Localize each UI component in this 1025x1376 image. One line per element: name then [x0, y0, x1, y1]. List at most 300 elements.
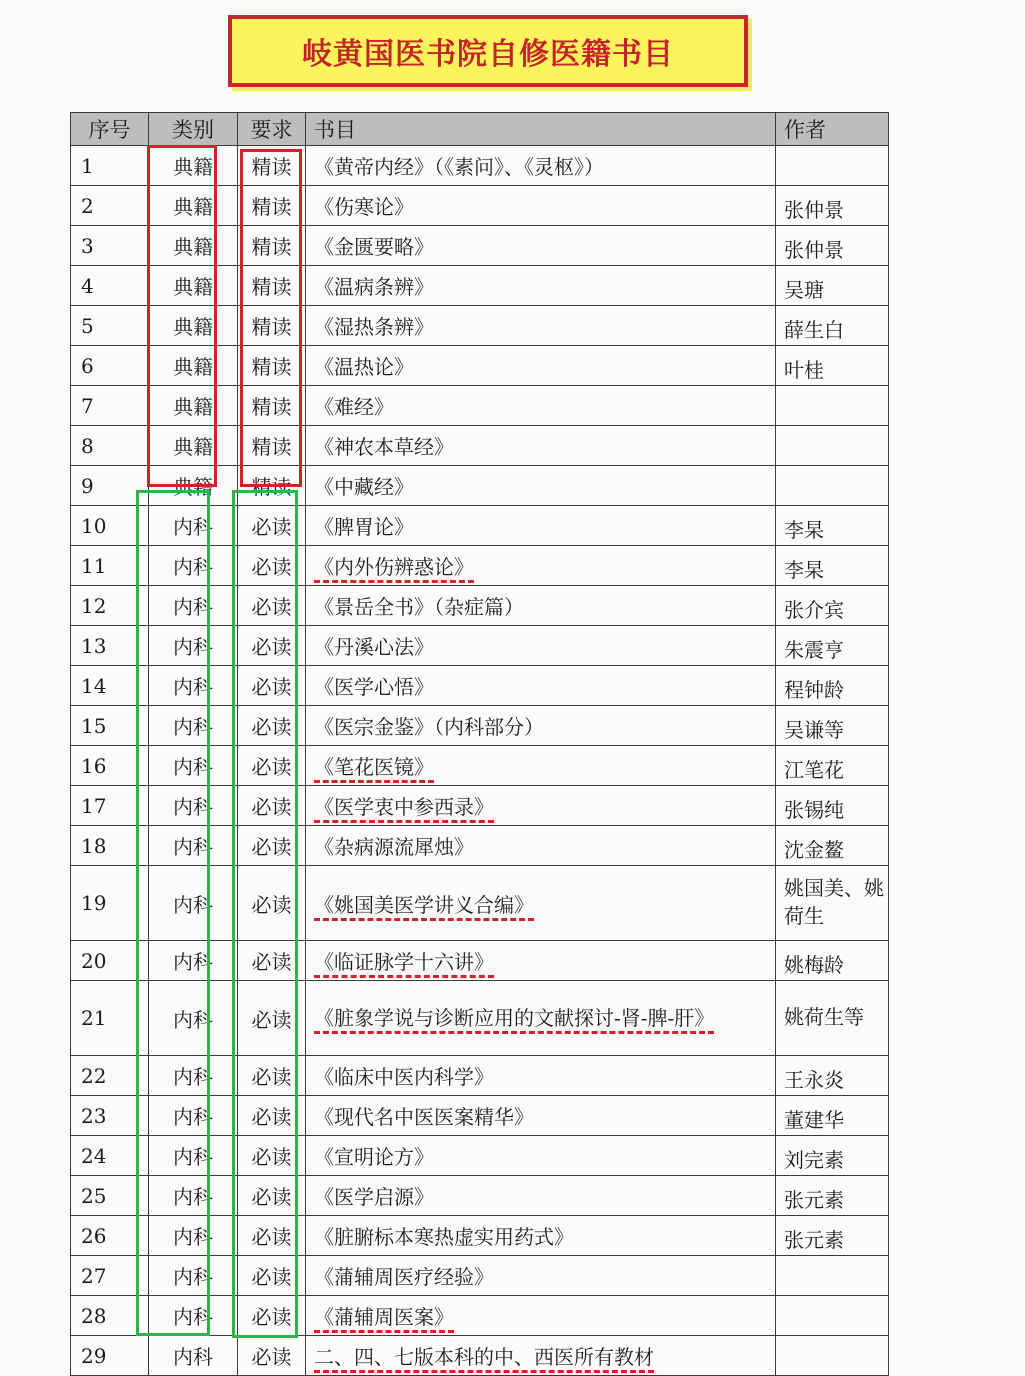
header-no: 序号 — [71, 113, 149, 146]
header-category: 类别 — [149, 113, 238, 146]
row-book-title-text: 《医学心悟》 — [314, 675, 434, 699]
row-book-title — [306, 546, 776, 586]
row-author-text: 沈金鳌 — [784, 838, 844, 862]
row-category — [149, 226, 238, 266]
row-book-title — [306, 466, 776, 506]
row-category-text: 内科 — [173, 595, 213, 619]
row-number-text: 27 — [81, 1263, 107, 1288]
row-author — [776, 941, 889, 981]
row-category — [149, 706, 238, 746]
row-requirement — [238, 706, 306, 746]
table-row — [71, 266, 889, 306]
table-row — [71, 626, 889, 666]
table-row — [71, 786, 889, 826]
row-category-text: 典籍 — [173, 435, 213, 459]
row-number — [71, 506, 149, 546]
row-book-title-text: 《医学启源》 — [314, 1185, 434, 1209]
row-number — [71, 1096, 149, 1136]
row-requirement-text: 必读 — [251, 1145, 292, 1169]
row-book-title-text: 《医学衷中参西录》 — [314, 795, 494, 819]
row-number-text: 12 — [81, 593, 107, 618]
row-requirement — [238, 626, 306, 666]
row-requirement — [238, 1136, 306, 1176]
row-number-text: 5 — [81, 313, 94, 338]
row-author — [776, 1336, 889, 1376]
row-book-title-text: 《丹溪心法》 — [314, 635, 434, 659]
row-number — [71, 306, 149, 346]
table-row — [71, 1216, 889, 1256]
row-number — [71, 866, 149, 941]
row-book-title-text: 《杂病源流犀烛》 — [314, 835, 474, 859]
row-book-title-text: 《内外伤辨惑论》 — [314, 555, 474, 579]
table-row — [71, 866, 889, 941]
row-requirement-text: 必读 — [251, 795, 292, 819]
row-author — [776, 1256, 889, 1296]
table-row — [71, 306, 889, 346]
row-requirement-text: 精读 — [251, 355, 292, 379]
table-row — [71, 586, 889, 626]
table-row — [71, 226, 889, 266]
row-number — [71, 346, 149, 386]
row-category-text: 典籍 — [173, 155, 213, 179]
row-category — [149, 146, 238, 186]
row-category — [149, 466, 238, 506]
row-author-text: 吴谦等 — [784, 718, 844, 742]
table-header-row — [71, 113, 889, 146]
row-category-text: 内科 — [173, 1305, 213, 1329]
row-requirement — [238, 826, 306, 866]
row-category — [149, 1216, 238, 1256]
row-author-text: 姚梅龄 — [784, 953, 844, 977]
table-row — [71, 826, 889, 866]
row-number-text: 7 — [81, 393, 94, 418]
row-category — [149, 346, 238, 386]
row-category — [149, 941, 238, 981]
row-author-text: 张仲景 — [784, 198, 844, 222]
row-requirement-text: 必读 — [251, 1305, 292, 1329]
row-number-text: 26 — [81, 1223, 107, 1248]
row-category — [149, 1176, 238, 1216]
row-requirement-text: 必读 — [251, 1265, 292, 1289]
row-book-title — [306, 826, 776, 866]
row-requirement — [238, 786, 306, 826]
row-requirement — [238, 1216, 306, 1256]
row-author — [776, 546, 889, 586]
row-book-title — [306, 1096, 776, 1136]
row-book-title-text: 《脾胃论》 — [314, 515, 414, 539]
row-requirement-text: 精读 — [251, 315, 292, 339]
row-book-title — [306, 706, 776, 746]
row-category-text: 内科 — [173, 892, 213, 917]
row-category — [149, 746, 238, 786]
row-requirement-text: 必读 — [251, 675, 292, 699]
row-book-title — [306, 586, 776, 626]
row-requirement — [238, 981, 306, 1056]
row-requirement-text: 必读 — [251, 1007, 292, 1032]
row-author — [776, 386, 889, 426]
row-number — [71, 1056, 149, 1096]
row-book-title-text: 《景岳全书》（杂症篇） — [314, 595, 524, 619]
table-body — [71, 146, 889, 1376]
row-author-text: 张锡纯 — [784, 798, 844, 822]
row-author — [776, 666, 889, 706]
row-requirement-text: 精读 — [251, 235, 292, 259]
row-category-text: 内科 — [173, 1345, 213, 1369]
row-author — [776, 1096, 889, 1136]
row-book-title-text: 《伤寒论》 — [314, 195, 414, 219]
row-requirement — [238, 941, 306, 981]
row-number-text: 3 — [81, 233, 94, 258]
row-category-text: 内科 — [173, 795, 213, 819]
row-number — [71, 186, 149, 226]
row-category-text: 典籍 — [173, 275, 213, 299]
row-number — [71, 1336, 149, 1376]
row-book-title — [306, 941, 776, 981]
row-author — [776, 266, 889, 306]
row-requirement — [238, 226, 306, 266]
row-category-text: 内科 — [173, 635, 213, 659]
row-number — [71, 1176, 149, 1216]
row-book-title — [306, 1056, 776, 1096]
row-category — [149, 506, 238, 546]
row-number-text: 18 — [81, 833, 107, 858]
row-category — [149, 866, 238, 941]
table-row — [71, 1096, 889, 1136]
row-requirement-text: 必读 — [251, 595, 292, 619]
row-requirement — [238, 1056, 306, 1096]
row-book-title — [306, 1256, 776, 1296]
row-number — [71, 426, 149, 466]
row-requirement-text: 精读 — [251, 275, 292, 299]
row-category — [149, 666, 238, 706]
row-requirement — [238, 1096, 306, 1136]
row-category-text: 典籍 — [173, 475, 213, 499]
row-category-text: 内科 — [173, 1007, 213, 1032]
row-author — [776, 786, 889, 826]
row-requirement-text: 必读 — [251, 635, 292, 659]
row-requirement — [238, 506, 306, 546]
row-number — [71, 1296, 149, 1336]
row-book-title — [306, 266, 776, 306]
table-row — [71, 706, 889, 746]
row-category-text: 典籍 — [173, 355, 213, 379]
row-number-text: 13 — [81, 633, 107, 658]
table-row — [71, 506, 889, 546]
row-author-text: 张仲景 — [784, 238, 844, 262]
row-category — [149, 1296, 238, 1336]
row-number-text: 21 — [81, 1006, 107, 1030]
row-requirement — [238, 1256, 306, 1296]
row-author-text: 王永炎 — [784, 1068, 844, 1092]
row-author-text: 程钟龄 — [784, 678, 844, 702]
row-book-title — [306, 1176, 776, 1216]
table-row — [71, 1336, 889, 1376]
row-book-title — [306, 1336, 776, 1376]
row-requirement — [238, 1296, 306, 1336]
page-title: 岐黄国医书院自修医籍书目 — [302, 37, 674, 72]
row-author — [776, 1176, 889, 1216]
row-requirement-text: 必读 — [251, 755, 292, 779]
row-book-title — [306, 1296, 776, 1336]
header-author: 作者 — [776, 113, 889, 146]
row-book-title — [306, 346, 776, 386]
row-category-text: 内科 — [173, 1065, 213, 1089]
row-category-text: 内科 — [173, 555, 213, 579]
row-book-title — [306, 746, 776, 786]
row-author-text: 董建华 — [784, 1108, 844, 1132]
book-list-table — [70, 112, 889, 1376]
table-row — [71, 546, 889, 586]
row-requirement-text: 必读 — [251, 1225, 292, 1249]
row-category — [149, 426, 238, 466]
row-category-text: 内科 — [173, 715, 213, 739]
row-book-title-text: 《金匮要略》 — [314, 235, 434, 259]
row-number-text: 23 — [81, 1103, 107, 1128]
row-number — [71, 626, 149, 666]
row-author — [776, 506, 889, 546]
table-row — [71, 386, 889, 426]
table-row — [71, 1296, 889, 1336]
row-number-text: 16 — [81, 753, 107, 778]
row-number-text: 8 — [81, 433, 94, 458]
row-author-text: 张介宾 — [784, 598, 844, 622]
row-book-title-text: 《宣明论方》 — [314, 1145, 434, 1169]
row-requirement-text: 必读 — [251, 1065, 292, 1089]
row-requirement — [238, 146, 306, 186]
row-author — [776, 1216, 889, 1256]
row-category-text: 典籍 — [173, 195, 213, 219]
row-number-text: 2 — [81, 193, 94, 218]
row-category-text: 内科 — [173, 755, 213, 779]
row-book-title-text: 《湿热条辨》 — [314, 315, 434, 339]
row-requirement-text: 精读 — [251, 195, 292, 219]
row-category — [149, 386, 238, 426]
table-row — [71, 146, 889, 186]
row-category-text: 内科 — [173, 1265, 213, 1289]
row-category-text: 典籍 — [173, 395, 213, 419]
row-number — [71, 746, 149, 786]
row-book-title-text: 《姚国美医学讲义合编》 — [314, 892, 534, 917]
row-number-text: 4 — [81, 273, 94, 298]
table-row — [71, 466, 889, 506]
row-number-text: 19 — [81, 891, 107, 915]
row-requirement-text: 必读 — [251, 1105, 292, 1129]
row-requirement-text: 精读 — [251, 435, 292, 459]
table-row — [71, 186, 889, 226]
row-book-title — [306, 666, 776, 706]
row-number — [71, 146, 149, 186]
row-book-title — [306, 146, 776, 186]
row-book-title-text: 二、四、七版本科的中、西医所有教材 — [314, 1345, 654, 1369]
row-book-title — [306, 1136, 776, 1176]
row-author — [776, 346, 889, 386]
row-number — [71, 706, 149, 746]
row-number — [71, 666, 149, 706]
row-book-title-text: 《脏腑标本寒热虚实用药式》 — [314, 1225, 574, 1249]
row-book-title-text: 《脏象学说与诊断应用的文献探讨-肾-脾-肝》 — [314, 1006, 715, 1030]
row-category — [149, 626, 238, 666]
row-number-text: 10 — [81, 513, 107, 538]
row-number-text: 11 — [81, 553, 107, 578]
row-requirement-text: 必读 — [251, 715, 292, 739]
row-author-text: 张元素 — [784, 1188, 844, 1212]
row-requirement-text: 必读 — [251, 950, 292, 974]
table-row — [71, 941, 889, 981]
row-number — [71, 1136, 149, 1176]
row-requirement — [238, 346, 306, 386]
row-book-title — [306, 226, 776, 266]
row-number-text: 17 — [81, 793, 107, 818]
row-number — [71, 941, 149, 981]
row-number-text: 22 — [81, 1063, 107, 1088]
row-author-text: 张元素 — [784, 1228, 844, 1252]
row-number-text: 29 — [81, 1343, 107, 1368]
row-number-text: 6 — [81, 353, 94, 378]
row-author — [776, 746, 889, 786]
row-number — [71, 386, 149, 426]
header-book: 书目 — [306, 113, 776, 146]
row-number — [71, 546, 149, 586]
row-author — [776, 626, 889, 666]
row-number-text: 14 — [81, 673, 107, 698]
row-book-title-text: 《笔花医镜》 — [314, 755, 434, 779]
row-author — [776, 586, 889, 626]
table-row — [71, 746, 889, 786]
row-book-title — [306, 1216, 776, 1256]
row-author — [776, 1296, 889, 1336]
row-book-title — [306, 866, 776, 941]
row-number — [71, 586, 149, 626]
row-number-text: 24 — [81, 1143, 107, 1168]
row-requirement-text: 必读 — [251, 555, 292, 579]
row-book-title-text: 《医宗金鉴》（内科部分） — [314, 715, 544, 739]
row-book-title — [306, 426, 776, 466]
row-author — [776, 146, 889, 186]
row-requirement-text: 精读 — [251, 395, 292, 419]
row-author-text: 朱震亨 — [784, 638, 844, 662]
table-row — [71, 1256, 889, 1296]
row-requirement — [238, 386, 306, 426]
table-row — [71, 1136, 889, 1176]
row-number — [71, 1256, 149, 1296]
row-number — [71, 786, 149, 826]
row-requirement — [238, 306, 306, 346]
row-number-text: 20 — [81, 948, 107, 973]
row-number — [71, 1216, 149, 1256]
row-category — [149, 1056, 238, 1096]
row-category-text: 内科 — [173, 835, 213, 859]
row-category — [149, 826, 238, 866]
row-number-text: 28 — [81, 1303, 107, 1328]
row-book-title-text: 《神农本草经》 — [314, 435, 454, 459]
row-category-text: 内科 — [173, 1185, 213, 1209]
row-number — [71, 981, 149, 1056]
row-author-text: 姚荷生等 — [784, 1005, 864, 1029]
row-book-title — [306, 981, 776, 1056]
table-row — [71, 1176, 889, 1216]
table-row — [71, 666, 889, 706]
row-author — [776, 826, 889, 866]
row-book-title — [306, 786, 776, 826]
row-category — [149, 1336, 238, 1376]
row-category-text: 内科 — [173, 1225, 213, 1249]
row-requirement-text: 必读 — [251, 515, 292, 539]
row-number-text: 25 — [81, 1183, 107, 1208]
row-category — [149, 186, 238, 226]
row-category — [149, 546, 238, 586]
row-number-text: 1 — [81, 153, 94, 178]
row-author-text: 刘完素 — [784, 1148, 844, 1172]
row-requirement-text: 必读 — [251, 1185, 292, 1209]
row-category-text: 内科 — [173, 1145, 213, 1169]
row-author-text: 江笔花 — [784, 758, 844, 782]
row-requirement — [238, 426, 306, 466]
row-author-text: 薛生白 — [784, 318, 844, 342]
row-requirement — [238, 266, 306, 306]
row-requirement-text: 必读 — [251, 892, 292, 917]
row-requirement — [238, 666, 306, 706]
row-book-title-text: 《中藏经》 — [314, 475, 414, 499]
row-category — [149, 306, 238, 346]
row-number — [71, 226, 149, 266]
row-requirement — [238, 1176, 306, 1216]
row-number-text: 9 — [81, 473, 94, 498]
row-book-title — [306, 386, 776, 426]
row-category — [149, 1256, 238, 1296]
row-book-title-text: 《蒲辅周医案》 — [314, 1305, 454, 1329]
row-category-text: 内科 — [173, 515, 213, 539]
row-author-text: 李杲 — [784, 558, 824, 582]
table-row — [71, 426, 889, 466]
row-author — [776, 466, 889, 506]
row-author — [776, 706, 889, 746]
row-category-text: 内科 — [173, 1105, 213, 1129]
row-book-title-text: 《临证脉学十六讲》 — [314, 950, 494, 974]
row-author-text: 姚国美、姚荷生 — [784, 876, 884, 928]
table-row — [71, 1056, 889, 1096]
row-book-title — [306, 626, 776, 666]
title-banner — [228, 15, 748, 87]
row-category-text: 内科 — [173, 950, 213, 974]
row-book-title-text: 《温病条辨》 — [314, 275, 434, 299]
row-book-title — [306, 506, 776, 546]
row-author — [776, 981, 889, 1056]
row-author-text: 叶桂 — [784, 358, 824, 382]
row-category — [149, 786, 238, 826]
row-requirement — [238, 586, 306, 626]
table-row — [71, 346, 889, 386]
row-number — [71, 266, 149, 306]
row-requirement-text: 精读 — [251, 155, 292, 179]
row-requirement-text: 精读 — [251, 475, 292, 499]
row-number — [71, 826, 149, 866]
row-author-text: 李杲 — [784, 518, 824, 542]
table-row — [71, 981, 889, 1056]
row-book-title-text: 《蒲辅周医疗经验》 — [314, 1265, 494, 1289]
row-category — [149, 1136, 238, 1176]
row-author — [776, 866, 889, 941]
row-book-title-text: 《温热论》 — [314, 355, 414, 379]
row-category-text: 典籍 — [173, 315, 213, 339]
row-category — [149, 266, 238, 306]
row-author — [776, 306, 889, 346]
header-requirement: 要求 — [238, 113, 306, 146]
row-author — [776, 1056, 889, 1096]
row-author — [776, 226, 889, 266]
row-category-text: 内科 — [173, 675, 213, 699]
row-book-title — [306, 306, 776, 346]
row-category — [149, 981, 238, 1056]
